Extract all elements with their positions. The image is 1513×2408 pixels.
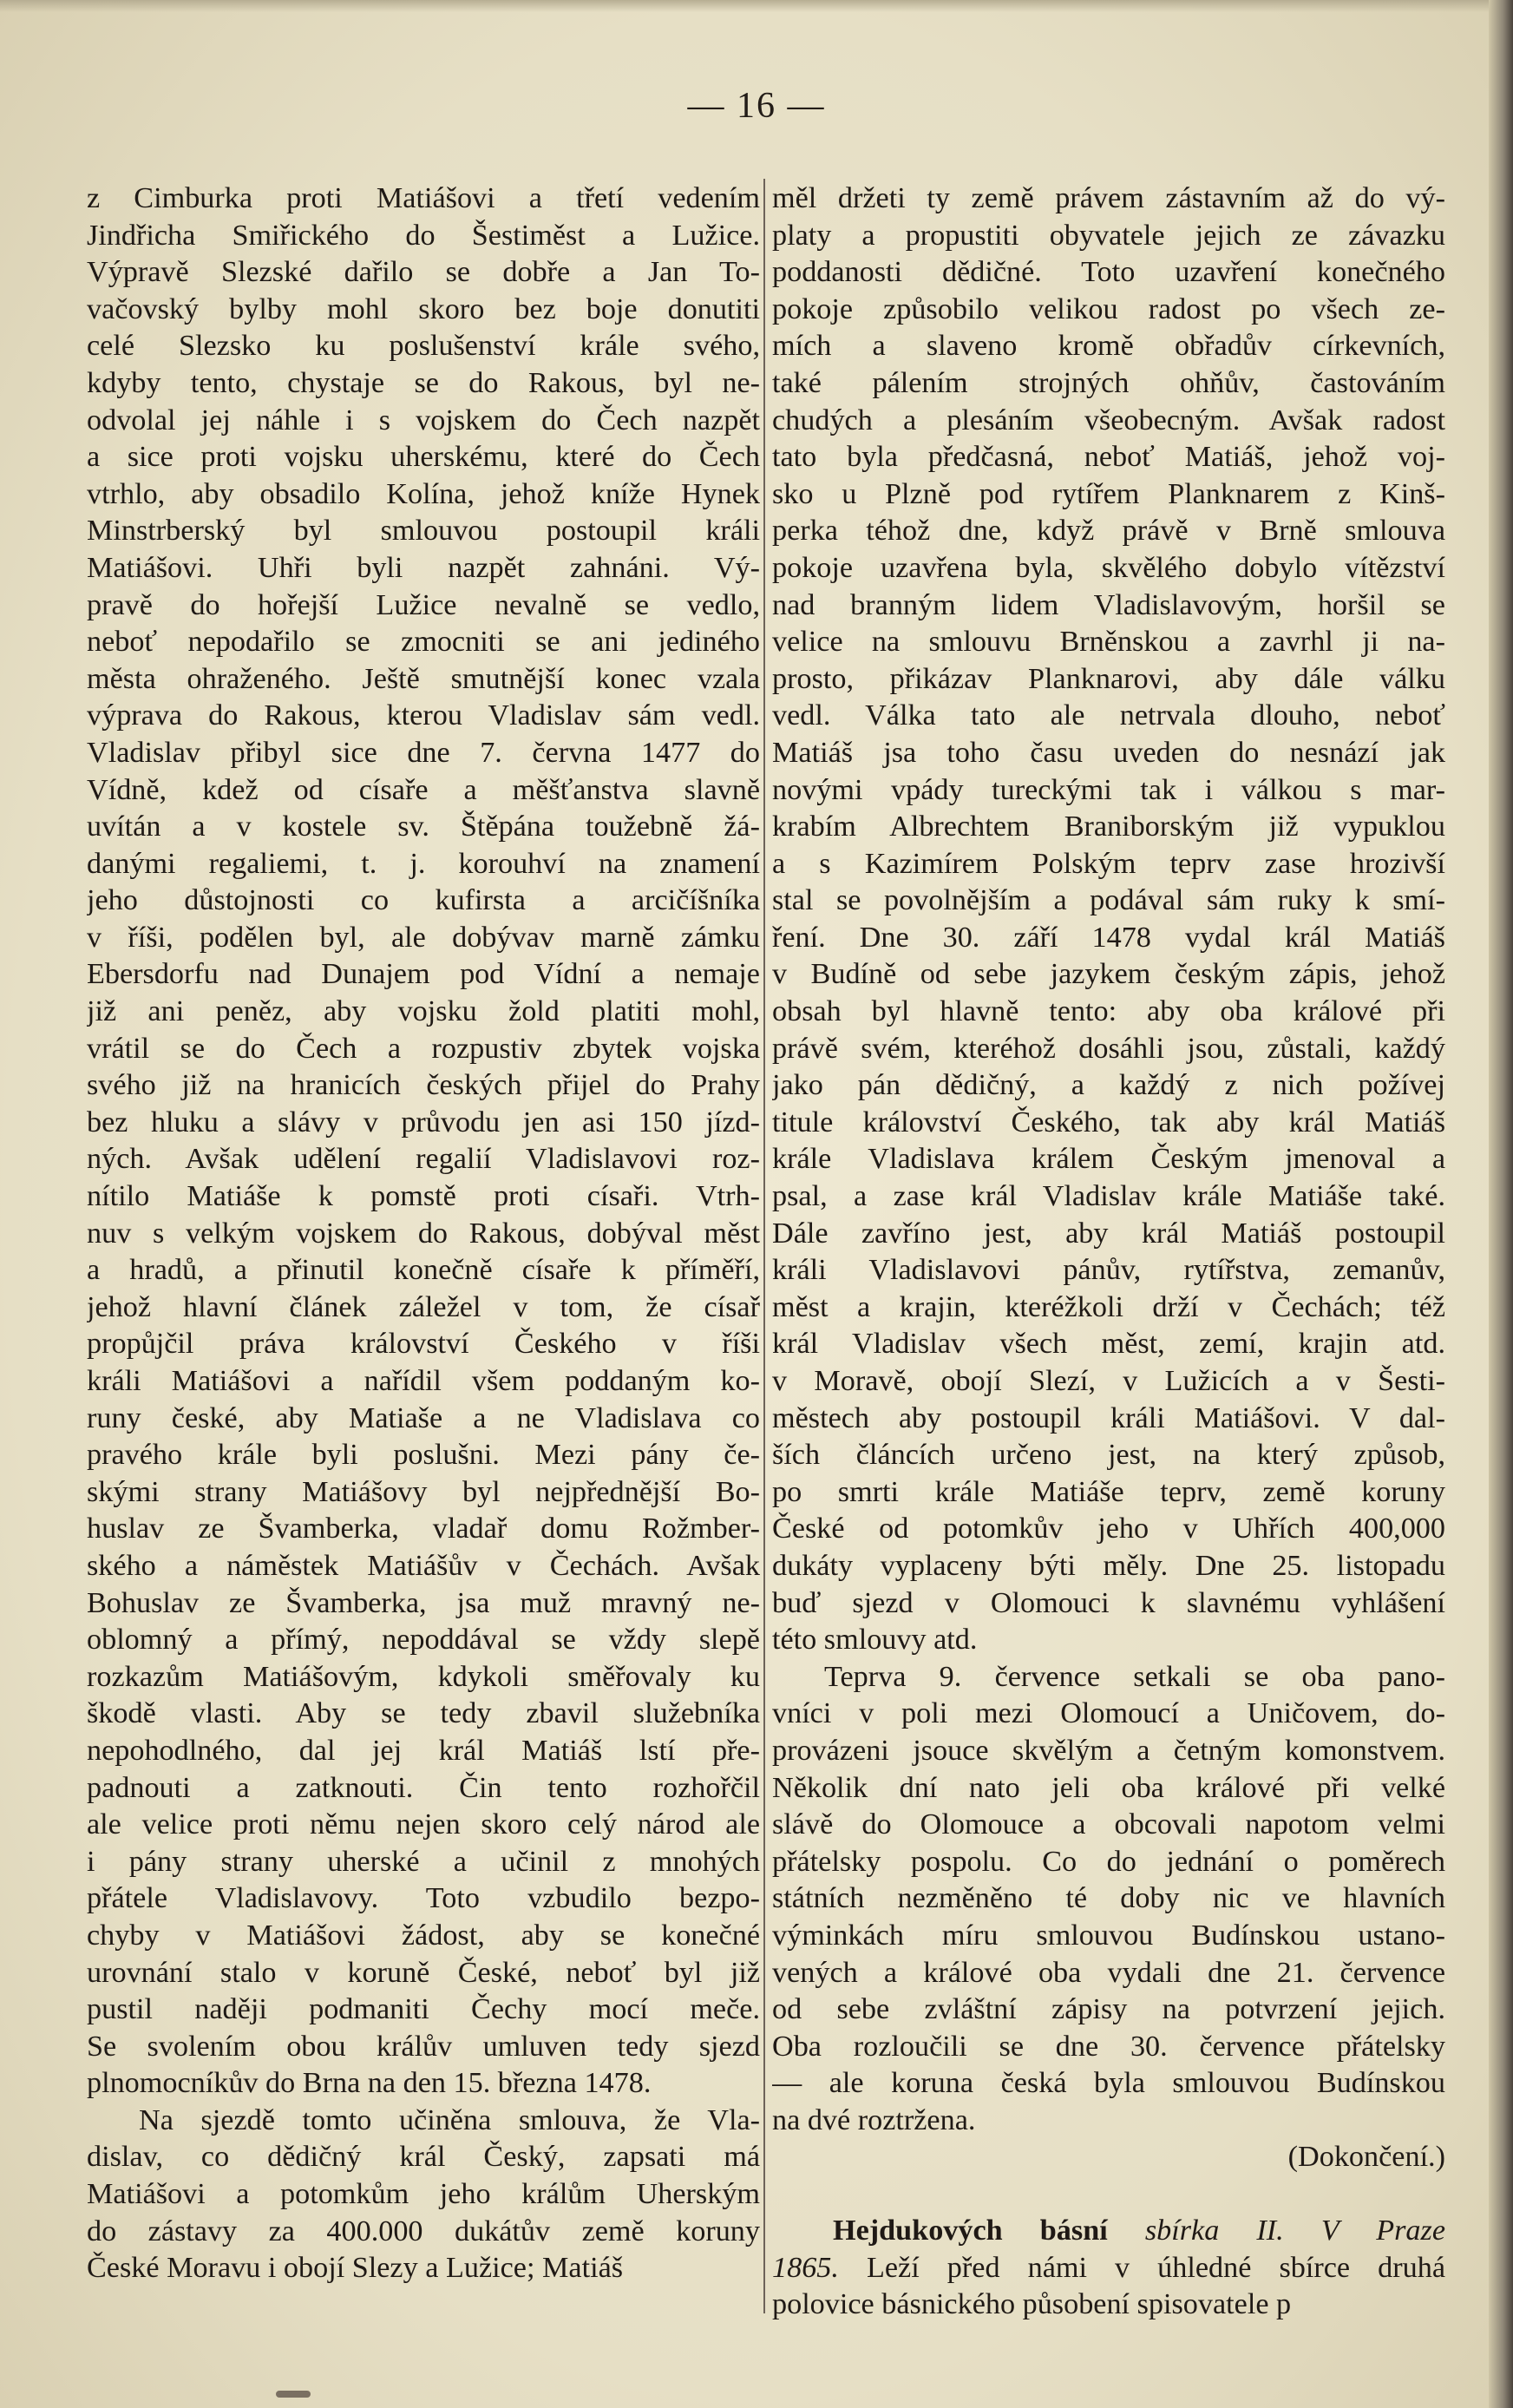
text-line: Několik dní nato jeli oba králové při velké	[772, 1771, 1445, 1804]
text-line: jehož hlavní článek záležel v tom, že císař	[87, 1290, 760, 1323]
text-line: propůjčil práva království Českého v říši	[87, 1328, 760, 1361]
text-line: králi Matiášovi a nařídil všem poddaným ko-	[87, 1365, 760, 1397]
page-binding-edge	[1489, 0, 1513, 2408]
text-line: nuv s velkým vojskem do Rakous, dobýval měst	[87, 1217, 760, 1250]
text-line: a s Kazimírem Polským teprv zase hrozivší	[772, 847, 1445, 880]
text-line: bez hluku a slávy v průvodu jen asi 150 jízd-	[87, 1106, 760, 1138]
text-line: tato byla předčasná, neboť Matiáš, jehož voj-	[772, 441, 1445, 474]
text-line: Oba rozloučili se dne 30. července přátelsky	[772, 2030, 1445, 2063]
text-line: v Moravě, obojí Slezí, v Lužicích a v Šesti-	[772, 1365, 1445, 1397]
text-line: státních nezměněno té doby nic ve hlavních	[772, 1882, 1445, 1915]
left-column	[87, 180, 760, 2287]
text-line: novými vpády tureckými tak i válkou s mar-	[772, 773, 1445, 806]
text-line: ších článcích určeno jest, na který způsob,	[772, 1439, 1445, 1472]
page-number: — 16 —	[687, 86, 826, 126]
text-line: nítilo Matiáše k pomstě proti císaři. Vtrh-	[87, 1180, 760, 1213]
text-line: Matiáš jsa toho času uveden do nesnází jak	[772, 736, 1445, 769]
text-line: uvítán a v kostele sv. Štěpána toužebně žá-	[87, 810, 760, 843]
text-line: psal, a zase král Vladislav krále Matiáše také.	[772, 1180, 1445, 1213]
text-line: pravě do hořejší Lužice nevalně se vedlo,	[87, 588, 760, 621]
text-line: Bohuslav ze Švamberka, jsa muž mravný ne-	[87, 1586, 760, 1619]
text-line: pokoje uzavřena byla, skvělého dobylo vítězství	[772, 551, 1445, 584]
right-column-text	[772, 180, 1445, 2176]
text-line: velice na smlouvu Brněnskou a zavrhl ji na-	[772, 626, 1445, 659]
text-line: obsah byl hlavně tento: aby oba králové při	[772, 995, 1445, 1028]
review-text-2: Leží před námi v úhledné sbírce druhá	[867, 2251, 1445, 2284]
text-line: ření. Dne 30. září 1478 vydal král Matiáš	[772, 921, 1445, 954]
text-line: celé Slezsko ku poslušenství krále svého,	[87, 330, 760, 363]
text-line: mích a slaveno kromě obřadův církevních,	[772, 330, 1445, 363]
text-line: a sice proti vojsku uherskému, které do Čech	[87, 441, 760, 474]
text-line: z Cimburka proti Matiášovi a třetí vedením	[87, 182, 760, 214]
text-line: runy české, aby Matiaše a ne Vladislava co	[87, 1401, 760, 1434]
text-line: Ebersdorfu nad Dunajem pod Vídní a nemaje	[87, 958, 760, 991]
text-line: Vídně, kdež od císaře a měšťanstva slavně	[87, 773, 760, 806]
text-line: dislav, co dědičný král Český, zapsati má	[87, 2141, 760, 2174]
text-line: danými regaliemi, t. j. korouhví na znamení	[87, 847, 760, 880]
text-line: České Moravu i obojí Slezy a Lužice; Matiáš	[87, 2252, 624, 2285]
text-line: sko u Plzně pod rytířem Planknarem z Kinš-	[772, 477, 1445, 510]
text-line: — ale koruna česká byla smlouvou Budínskou	[772, 2067, 1445, 2100]
text-line: Výpravě Slezské dařilo se dobře a Jan To-	[87, 256, 760, 289]
text-line: vtrhlo, aby obsadilo Kolína, jehož kníže Hynek	[87, 477, 760, 510]
text-line: škodě vlasti. Aby se tedy zbavil služebníka	[87, 1697, 760, 1730]
text-line: Vladislav přibyl sice dne 7. června 1477 do	[87, 736, 760, 769]
text-line: České od potomkův jeho v Uhřích 400,000	[772, 1512, 1445, 1545]
text-line: vedl. Válka tato ale netrvala dlouho, neboť	[772, 699, 1445, 732]
text-line: již ani peněz, aby vojsku žold platiti mohl,	[87, 995, 760, 1028]
text-line: chudých a plesáním všeobecným. Avšak radost	[772, 404, 1445, 436]
text-line: výminkách míru smlouvou Budínskou ustano-	[772, 1919, 1445, 1952]
text-line: nepohodlného, dal jej král Matiáš lstí pře-	[87, 1734, 760, 1767]
text-line: platy a propustiti obyvatele jejich ze závazku	[772, 219, 1445, 252]
text-line: (Dokončení.)	[1287, 2141, 1445, 2174]
text-line: padnouti a zatknouti. Čin tento rozhořčil	[87, 1771, 760, 1804]
right-column	[772, 180, 1445, 2324]
text-line: plnomocníkův do Brna na den 15. března 1478.	[87, 2067, 652, 2100]
text-line: pravého krále byli poslušni. Mezi pány če-	[87, 1439, 760, 1472]
text-line: nad branným lidem Vladislavovým, horšil se	[772, 588, 1445, 621]
text-line: od sebe zvláštní zápisy na potvrzení jejich.	[772, 1993, 1445, 2026]
column-divider	[763, 179, 765, 2313]
text-line: do zástavy za 400.000 dukátův země koruny	[87, 2214, 760, 2247]
review-year: 1865.	[772, 2251, 839, 2284]
text-line: Jindřicha Smiřického do Šestiměst a Lužice.	[87, 219, 760, 252]
text-line: dukáty vyplaceny býti měly. Dne 25. listopadu	[772, 1549, 1445, 1582]
page-top-edge	[0, 0, 1513, 12]
text-line: chyby v Matiášovi žádost, aby se konečné	[87, 1919, 760, 1952]
text-line: král Vladislav všech měst, zemí, krajin atd.	[772, 1328, 1445, 1361]
review-line-1	[772, 2213, 1445, 2250]
text-line: a hradů, a přinutil konečně císaře k příměří,	[87, 1254, 760, 1287]
text-line: Teprva 9. července setkali se oba pano-	[824, 1660, 1445, 1693]
text-line: ale velice proti němu nejen skoro celý národ ale	[87, 1808, 760, 1841]
text-line: také pálením strojných ohňův, častováním	[772, 366, 1445, 399]
text-line: po smrti krále Matiáše teprv, země koruny	[772, 1475, 1445, 1508]
text-line: přátele Vladislavovy. Toto vzbudilo bezpo-	[87, 1882, 760, 1915]
text-line: vníci v poli mezi Olomoucí a Uničovem, do-	[772, 1697, 1445, 1730]
review-title-italic: sbírka II. V Praze	[1144, 2214, 1445, 2247]
text-line: právě svém, kteréhož dosáhli jsou, zůstali, každý	[772, 1032, 1445, 1065]
text-line: buď sjezd v Olomouci k slavnému vyhlášení	[772, 1586, 1445, 1619]
text-line: svého již na hranicích českých přijel do Prahy	[87, 1069, 760, 1102]
text-line: v Budíně od sebe jazykem českým zápis, jehož	[772, 958, 1445, 991]
text-line: krále Vladislava králem Českým jmenoval a	[772, 1143, 1445, 1176]
text-line: ského a náměstek Matiášův v Čechách. Avšak	[87, 1549, 760, 1582]
text-line: v říši, podělen byl, ale dobývav marně zámku	[87, 921, 760, 954]
text-line: výprava do Rakous, kterou Vladislav sám vedl.	[87, 699, 760, 732]
text-line: Matiášovi a potomkům jeho králům Uherským	[87, 2178, 760, 2211]
text-line: perka téhož dne, když právě v Brně smlouva	[772, 515, 1445, 548]
text-line: oblomný a přímý, nepoddával se vždy slepě	[87, 1624, 760, 1657]
text-line: stal se povolnějším a podával sám ruky k smí-	[772, 884, 1445, 917]
text-line: Dále zavříno jest, aby král Matiáš postoupil	[772, 1217, 1445, 1250]
text-line: přátelsky pospolu. Co do jednání o poměrech	[772, 1845, 1445, 1878]
text-line: rozkazům Matiášovým, kdykoli směřovaly ku	[87, 1660, 760, 1693]
text-line: poddanosti dědičné. Toto uzavření konečného	[772, 256, 1445, 289]
text-line: vačovský bylby mohl skoro bez boje donutiti	[87, 292, 760, 325]
text-line: ných. Avšak udělení regalií Vladislavovi roz-	[87, 1143, 760, 1176]
text-line: titule království Českého, tak aby král Matiáš	[772, 1106, 1445, 1138]
print-smudge	[276, 2391, 311, 2398]
text-line: městech aby postoupil králi Matiášovi. V dal-	[772, 1401, 1445, 1434]
text-line: vrátil se do Čech a rozpustiv zbytek vojska	[87, 1032, 760, 1065]
text-line: odvolal jej náhle i s vojskem do Čech nazpět	[87, 404, 760, 436]
text-line: Se svolením obou králův umluven tedy sjezd	[87, 2030, 760, 2063]
section-spacer	[772, 2176, 1445, 2213]
text-line: krabím Albrechtem Braniborským již vypuklou	[772, 810, 1445, 843]
text-line: i pány strany uherské a učinil z mnohých	[87, 1845, 760, 1878]
text-line: pokoje způsobilo velikou radost po všech ze-	[772, 292, 1445, 325]
text-line: skými strany Matiášovy byl nejpřednější Bo-	[87, 1475, 760, 1508]
text-line: na dvé roztržena.	[772, 2103, 976, 2136]
text-line: neboť nepodařilo se zmocniti se ani jediného	[87, 626, 760, 659]
text-line: této smlouvy atd.	[772, 1624, 978, 1657]
text-line: kdyby tento, chystaje se do Rakous, byl ne-	[87, 366, 760, 399]
text-line: Na sjezdě tomto učiněna smlouva, že Vla-	[139, 2103, 760, 2136]
review-title: Hejdukových básní	[833, 2214, 1108, 2247]
text-line: měl držeti ty země právem zástavním až do vý-	[772, 182, 1445, 214]
text-line: huslav ze Švamberka, vladař domu Rožmber-	[87, 1512, 760, 1545]
text-line: měst a krajin, kteréžkoli drží v Čechách; též	[772, 1290, 1445, 1323]
text-line: Matiášovi. Uhři byli nazpět zahnáni. Vý-	[87, 551, 760, 584]
review-line-2	[772, 2250, 1445, 2287]
text-line: slávě do Olomouce a obcovali napotom velmi	[772, 1808, 1445, 1841]
text-line: provázeni jsouce skvělým a četným komonstvem.	[772, 1734, 1445, 1767]
review-line-3: polovice básnického působení spisovatele p	[772, 2288, 1292, 2321]
text-line: prosto, přikázav Planknarovi, aby dále válku	[772, 662, 1445, 695]
text-line: jeho důstojnosti co kufirsta a arcičíšníka	[87, 884, 760, 917]
text-line: králi Vladislavovi pánův, rytířstva, zemanův,	[772, 1254, 1445, 1287]
text-line: urovnání stalo v koruně České, neboť byl již	[87, 1956, 760, 1989]
text-line: Minstrberský byl smlouvou postoupil králi	[87, 515, 760, 548]
text-line: pustil naději podmaniti Čechy mocí meče.	[87, 1993, 760, 2026]
text-line: města ohraženého. Ještě smutnější konec vzala	[87, 662, 760, 695]
text-line: jako pán dědičný, a každý z nich požívej	[772, 1069, 1445, 1102]
text-line: vených a králové oba vydali dne 21. července	[772, 1956, 1445, 1989]
